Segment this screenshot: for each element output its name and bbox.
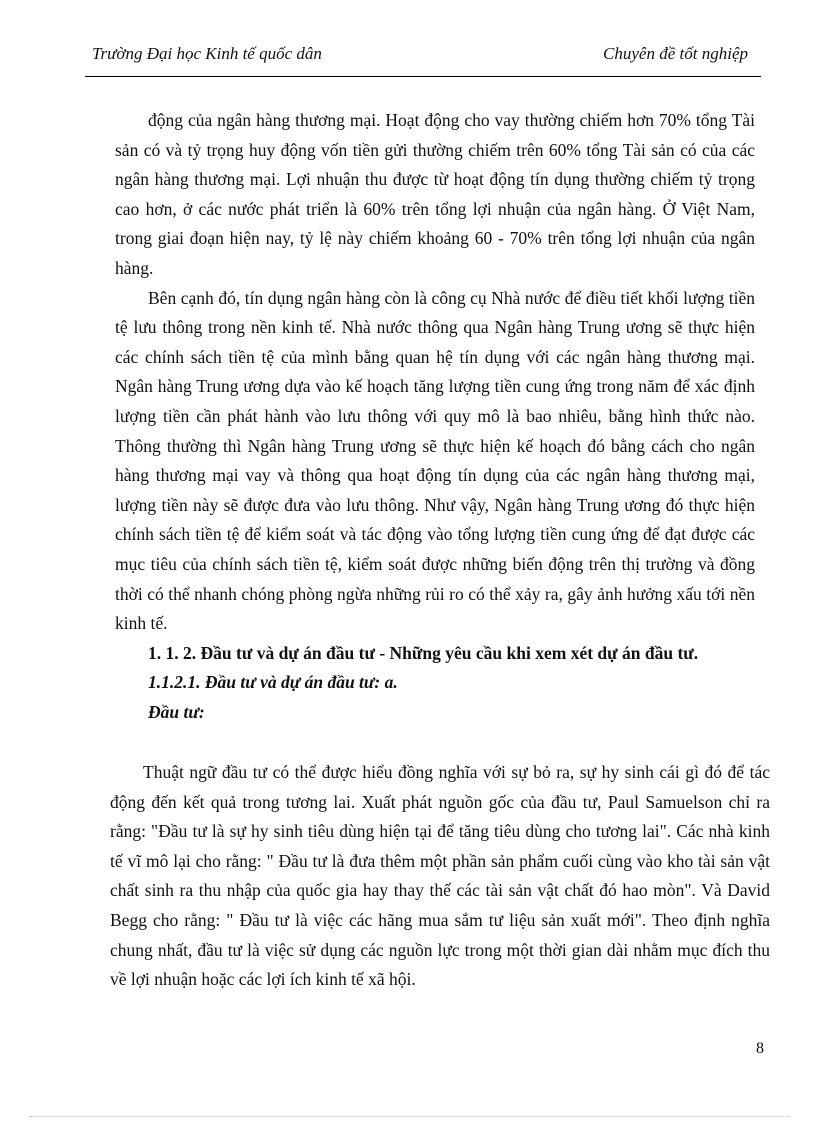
- body-text-top: [115, 106, 755, 727]
- paragraph-1: động của ngân hàng thương mại. Hoạt động cho vay thường chiếm hơn 70% tổng Tài sản có và tỷ trọng huy động vốn tiền gửi thường chiếm trên 60% tổng Tài sản có của các ngân hàng thương mại. Lợi nhuận thu được từ hoạt động tín dụng thường chiếm tỷ trọng cao hơn, ở các nước phát triển là 60% trên tổng lợi nhuận của ngân hàng. Ở Việt Nam, trong giai đoạn hiện nay, tỷ lệ này chiếm khoảng 60 - 70% trên tổng lợi nhuận của ngân hàng.: [115, 110, 755, 278]
- heading-section-1-1-2-1: 1.1.2.1. Đầu tư và dự án đầu tư: a.: [148, 672, 398, 693]
- page-bottom-edge: [30, 1116, 790, 1117]
- page-header: [92, 44, 760, 74]
- paragraph-2: Bên cạnh đó, tín dụng ngân hàng còn là công cụ Nhà nước để điều tiết khối lượng tiền tệ lưu thông trong nền kinh tế. Nhà nước thông qua Ngân hàng Trung ương sẽ thực hiện các chính sách tiền tệ của mình bằng quan hệ tín dụng với các ngân hàng thương mại. Ngân hàng Trung ương dựa vào kế hoạch tăng lượng tiền cung ứng trong năm để xác định lượng tiền cần phát hành vào lưu thông với quy mô là bao nhiêu, bằng hình thức nào. Thông thường thì Ngân hàng Trung ương sẽ thực hiện kế hoạch đó bằng cách cho ngân hàng thương mại vay và thông qua hoạt động tín dụng của các ngân hàng thương mại, lượng tiền này sẽ được đưa vào lưu thông. Như vậy, Ngân hàng Trung ương đó thực hiện chính sách tiền tệ để kiểm soát và tác động vào tổng lượng tiền cung ứng để đạt được các mục tiêu của chính sách tiền tệ, kiểm soát được những biến động trên thị trường và đồng thời có thể nhanh chóng phòng ngừa những rủi ro có thể xảy ra, gây ảnh hưởng xấu tới nền kinh tế.: [115, 287, 755, 634]
- heading-dau-tu: Đầu tư:: [148, 701, 205, 722]
- header-university: Trường Đại học Kinh tế quốc dân: [92, 44, 322, 63]
- page-number: 8: [756, 1040, 764, 1057]
- heading-section-1-1-2: 1. 1. 2. Đầu tư và dự án đầu tư - Những yêu cầu khi xem xét dự án đầu tư.: [148, 642, 699, 663]
- header-thesis-title: Chuyên đề tốt nghiệp: [603, 44, 748, 63]
- paragraph-3: Thuật ngữ đầu tư có thể được hiểu đồng nghĩa với sự bỏ ra, sự hy sinh cái gì đó để tác động đến kết quả trong tương lai. Xuất phát nguồn gốc của đầu tư, Paul Samuelson chỉ ra rằng: "Đầu tư là sự hy sinh tiêu dùng hiện tại để tăng tiêu dùng cho tương lai". Các nhà kinh tế vĩ mô lại cho rằng: " Đầu tư là đưa thêm một phần sản phẩm cuối cùng vào kho tài sản vật chất sinh ra thu nhập của quốc gia hay thay thế các tài sản vật chất đó hao mòn". Và David Begg cho rằng: " Đầu tư là việc các hãng mua sắm tư liệu sản xuất mới". Theo định nghĩa chung nhất, đầu tư là việc sử dụng các nguồn lực trong một thời gian dài nhằm mục đích thu về lợi nhuận hoặc các lợi ích kinh tế xã hội.: [110, 762, 770, 990]
- body-text-bottom: [110, 758, 770, 995]
- header-divider: [85, 76, 761, 77]
